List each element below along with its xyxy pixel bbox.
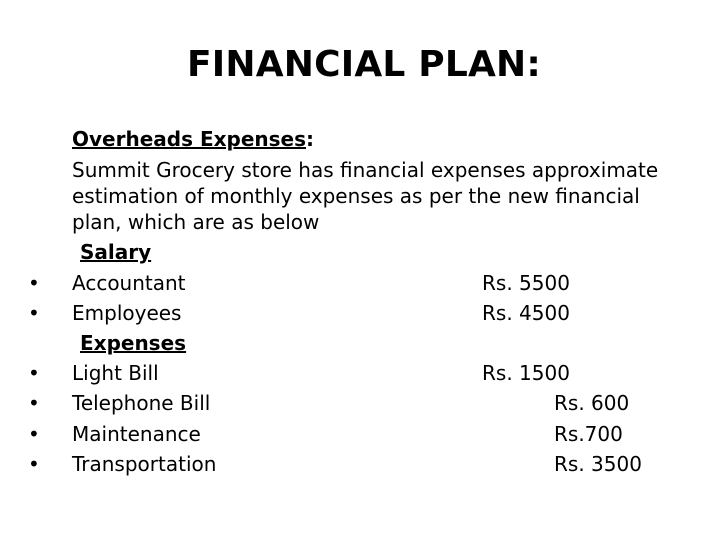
list-item-label: Transportation	[72, 452, 217, 476]
list-item-amount: Rs. 5500	[482, 271, 570, 295]
list-item-amount: Rs.700	[554, 422, 623, 446]
overheads-heading: Overheads Expenses	[72, 127, 307, 151]
bullet-icon: •	[28, 301, 40, 325]
overheads-colon: :	[306, 127, 315, 151]
list-item-label: Light Bill	[72, 361, 159, 385]
bullet-icon: •	[28, 361, 40, 385]
bullet-icon: •	[28, 452, 40, 476]
bullet-icon: •	[28, 271, 40, 295]
bullet-icon: •	[28, 422, 40, 446]
slide-title: FINANCIAL PLAN:	[187, 44, 541, 85]
list-item-amount: Rs. 3500	[554, 452, 642, 476]
list-item-amount: Rs. 4500	[482, 301, 570, 325]
salary-heading-line	[80, 239, 151, 265]
intro-line-1: Summit Grocery store has financial expenses approximate	[72, 158, 659, 182]
overheads-heading-line	[72, 126, 314, 152]
list-item-label: Maintenance	[72, 422, 201, 446]
salary-heading: Salary	[80, 240, 152, 264]
list-item-label: Telephone Bill	[72, 391, 211, 415]
list-item-amount: Rs. 1500	[482, 361, 570, 385]
intro-line-3: plan, which are as below	[72, 210, 320, 234]
list-item-label: Employees	[72, 301, 182, 325]
intro-line-2: estimation of monthly expenses as per the new financial	[72, 184, 640, 208]
bullet-icon: •	[28, 391, 40, 415]
list-item-amount: Rs. 600	[554, 391, 630, 415]
list-item-label: Accountant	[72, 271, 186, 295]
expenses-heading: Expenses	[80, 331, 187, 355]
expenses-heading-line	[80, 330, 186, 356]
